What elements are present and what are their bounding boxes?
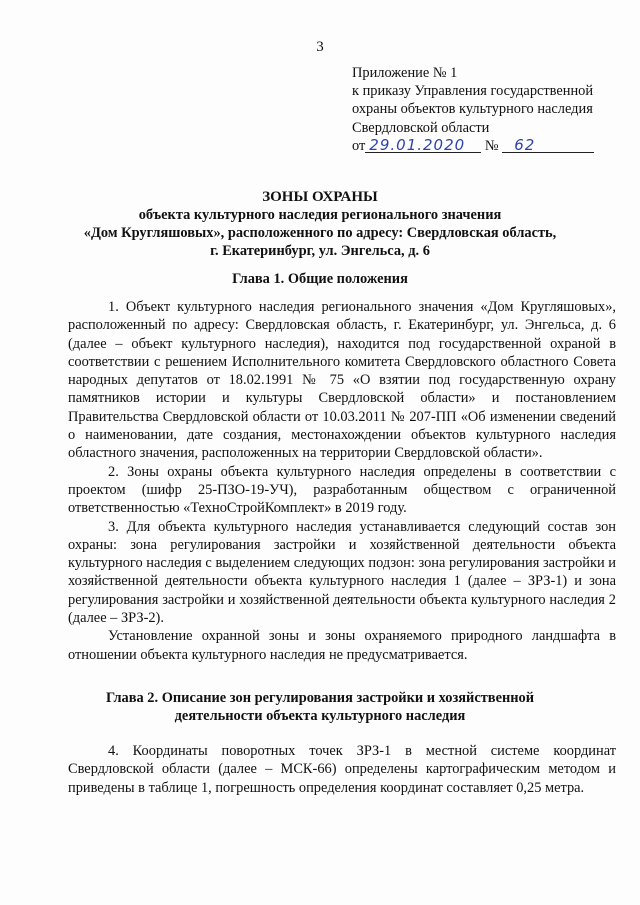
number-label: №: [484, 137, 499, 154]
title-subtitle-1: объекта культурного наследия регионального значения: [138, 207, 502, 223]
chapter-2-heading-line-1: Глава 2. Описание зон регулирования застройки и хозяйственной: [105, 690, 535, 706]
document-title: [40, 188, 600, 260]
paragraph-4: 4. Координаты поворотных точек ЗРЗ-1 в местной системе координат Свердловской области (далее – МСК-66) определены картографическим методом и приведены в таблице 1, погрешность определения координат составляет 0,25 метра.: [68, 743, 616, 796]
order-date-number-line: [352, 137, 632, 155]
paragraph-note: Установление охранной зоны и зоны охраняемого природного ландшафта в отношении объекта культурного наследия не предусматривается.: [68, 628, 616, 663]
chapter-2-heading: [40, 689, 600, 725]
title-subtitle-3: г. Екатеринбург, ул. Энгельса, д. 6: [210, 243, 430, 259]
chapter-2-heading-line-2: деятельности объекта культурного наследия: [174, 708, 466, 724]
paragraph-3: 3. Для объекта культурного наследия устанавливается следующий состав зон охраны: зона регулирования застройки и хозяйственной деятельности объекта культурного наследия с выделением следующих подзон: зона регулирования застройки и хозяйственной деятельности объекта культурного наследия 1 (далее – ЗРЗ-1) и зона регулирования застройки и хозяйственной деятельности объекта культурного наследия 2 (далее – ЗРЗ-2).: [68, 518, 616, 627]
page-number: 3: [316, 39, 324, 55]
title-main: ЗОНЫ ОХРАНЫ: [262, 189, 378, 205]
chapter-1-body: [68, 298, 616, 664]
chapter-1-heading: Глава 1. Общие положения: [232, 271, 408, 287]
chapter-2-body: [68, 742, 616, 797]
paragraph-2: 2. Зоны охраны объекта культурного наследия определены в соответствии с проектом (шифр 25-ПЗО-19-УЧ), разработанным обществом с ограниченной ответственностью «ТехноСтройКомплект» в 2019 году.: [68, 463, 616, 517]
appendix-header: [352, 64, 632, 155]
title-subtitle-2: «Дом Кругляшовых», расположенного по адресу: Свердловская область,: [83, 225, 557, 241]
appendix-line-3: охраны объектов культурного наследия: [352, 101, 593, 118]
handwritten-number: 62: [502, 138, 594, 153]
appendix-line-1: Приложение № 1: [352, 65, 458, 81]
handwritten-date: 29.01.2020: [365, 138, 481, 153]
appendix-line-4: Свердловской области: [352, 119, 490, 136]
date-prefix: от: [352, 137, 366, 154]
paragraph-1: 1. Объект культурного наследия регионального значения «Дом Кругляшовых», расположенный по адресу: Свердловская область, г. Екатеринбург, ул. Энгельса, д. 6 (далее – объект культурного наследия), находится под государственной охраной в соответствии с решением Исполнительного комитета Свердловского областного Совета народных депутатов от 18.02.1991 № 75 «О взятии под государственную охрану памятников истории и культуры Свердловской области» и постановлением Правительства Свердловской области от 10.03.2011 № 207-ПП «Об изменении сведений о наименовании, дате создания, местонахождении объектов культурного наследия областного значения, расположенных на территории Свердловской области».: [68, 299, 616, 462]
appendix-line-2: к приказу Управления государственной: [352, 83, 594, 100]
